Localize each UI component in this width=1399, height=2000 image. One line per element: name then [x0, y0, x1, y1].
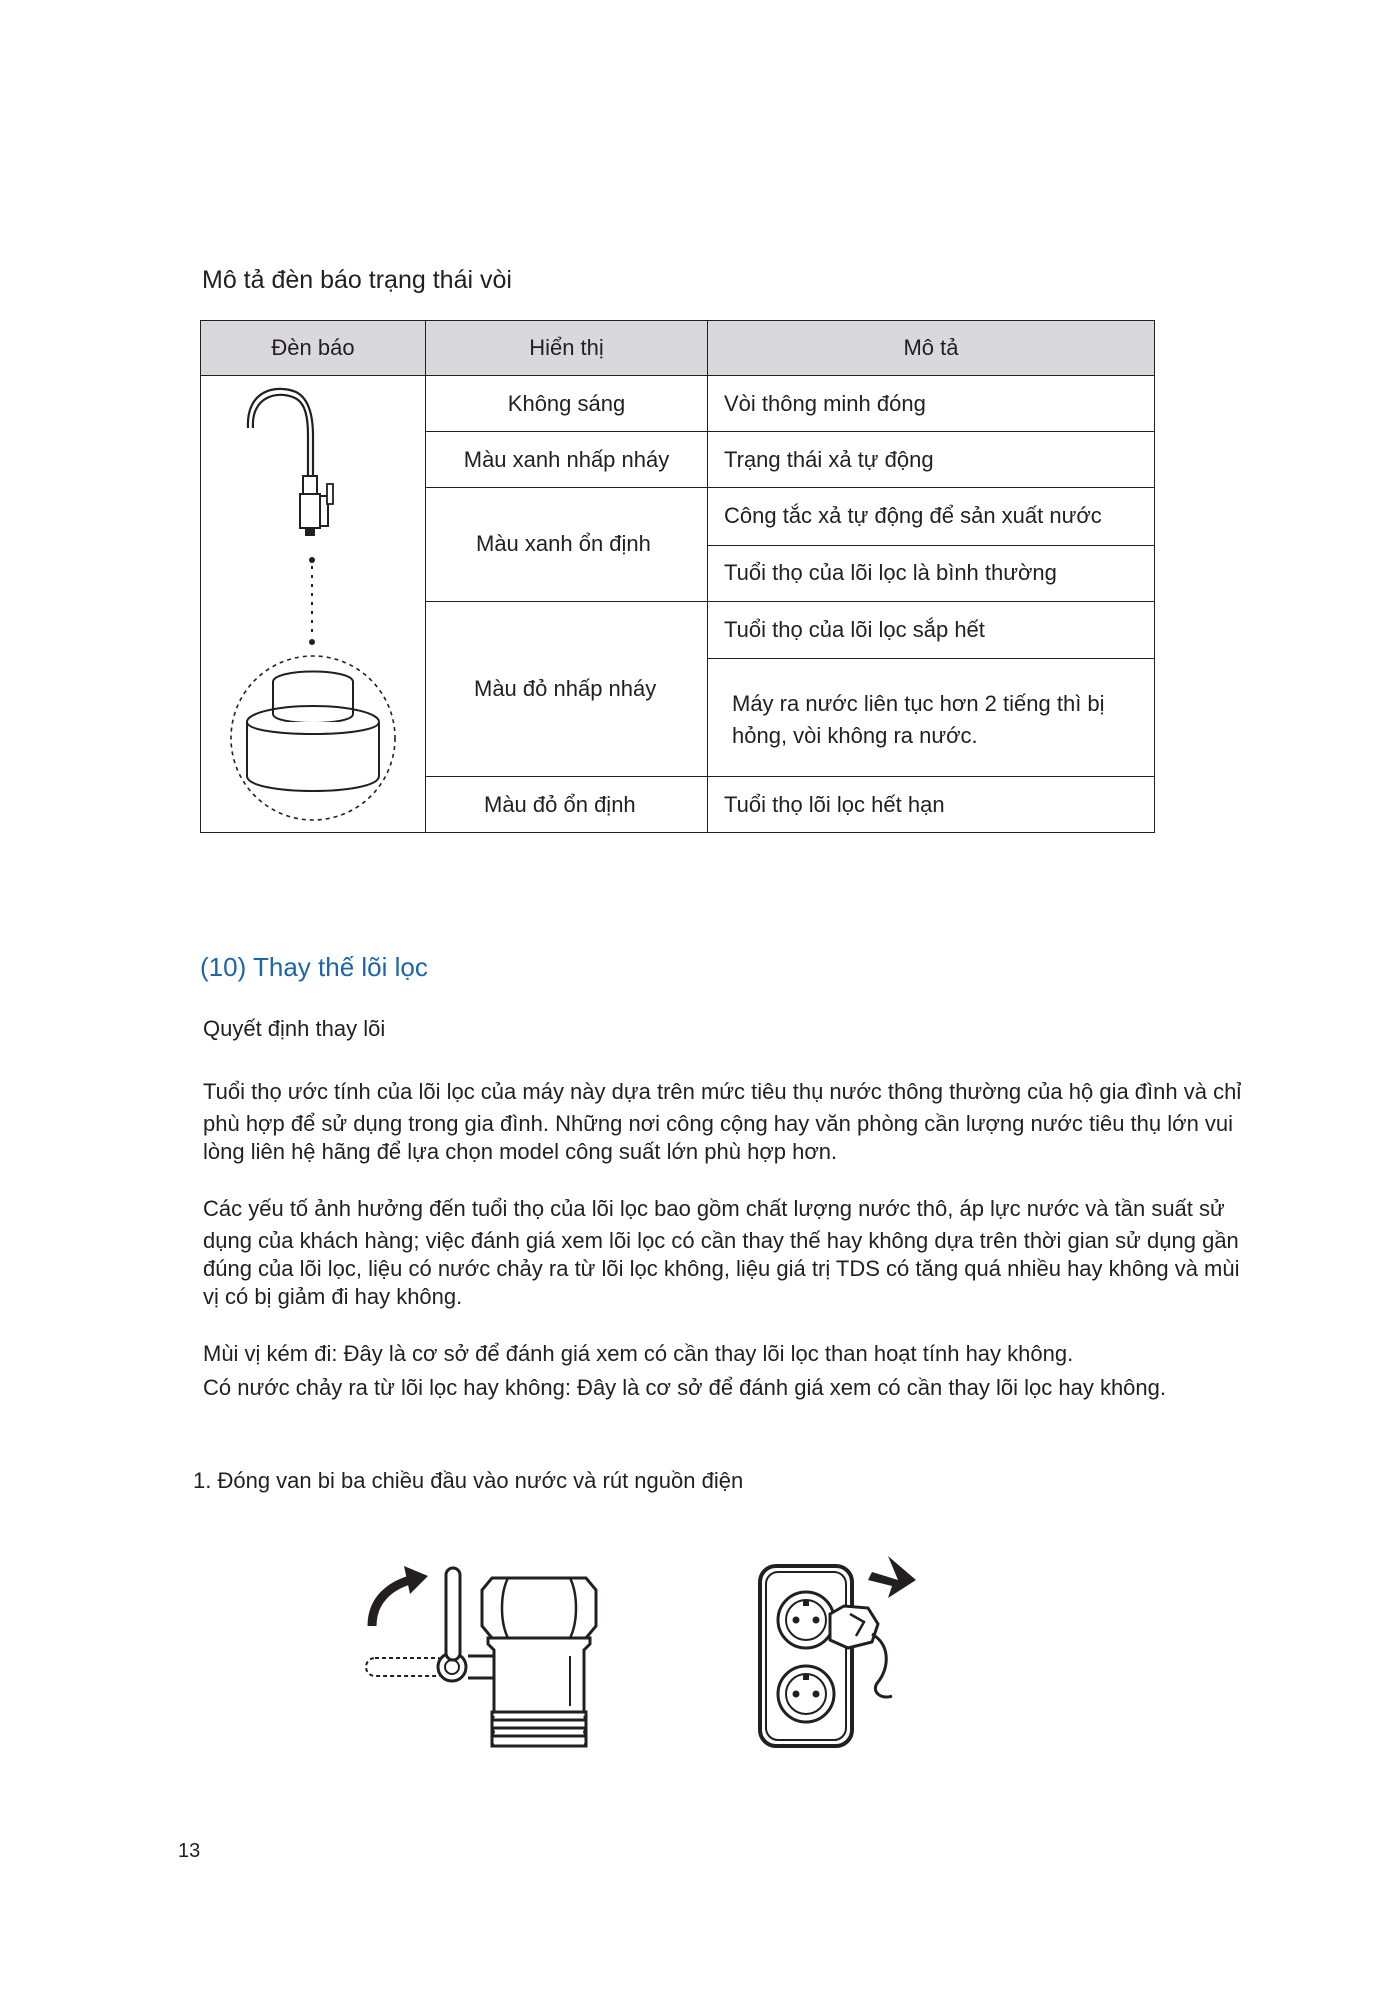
- table-title: Mô tả đèn báo trạng thái vòi: [202, 266, 512, 294]
- display-cell: Màu đỏ ổn định: [426, 777, 708, 833]
- paragraph-line: Có nước chảy ra từ lõi lọc hay không: Đây là cơ sở để đánh giá xem có cần thay lõi lọc hay không.: [203, 1375, 1167, 1400]
- header-description: Mô tả: [708, 321, 1155, 376]
- valve-icon: [360, 1560, 620, 1750]
- paragraph: [203, 1195, 1293, 1311]
- description-cell: Tuổi thọ của lõi lọc là bình thường: [708, 545, 1155, 601]
- paragraph-line: Các yếu tố ảnh hưởng đến tuổi thọ của lõi lọc bao gồm chất lượng nước thô, áp lực nước và tần suất sử: [203, 1196, 1225, 1221]
- header-display: Hiển thị: [426, 321, 708, 376]
- paragraph-line: phù hợp để sử dụng trong gia đình. Những nơi công cộng hay văn phòng cần lượng nước tiêu thụ lớn vui: [203, 1111, 1234, 1136]
- display-cell: Màu xanh nhấp nháy: [426, 432, 708, 488]
- section-title: (10) Thay thế lõi lọc: [200, 952, 428, 982]
- indicator-image-cell: [201, 376, 426, 833]
- paragraph-line: lòng liên hệ hãng để lựa chọn model công suất lớn phù hợp hơn.: [203, 1139, 838, 1164]
- paragraph-line: Tuổi thọ ước tính của lõi lọc của máy này dựa trên mức tiêu thụ nước thông thường của hộ gia đình và chỉ: [203, 1079, 1242, 1104]
- table-header-row: [201, 321, 1155, 376]
- table-row: [201, 376, 1155, 432]
- display-cell: Màu xanh ổn định: [426, 488, 708, 602]
- faucet-icon: [201, 376, 425, 826]
- page-number: 13: [178, 1840, 201, 1862]
- power-outlet-icon: [752, 1550, 922, 1750]
- display-cell: Không sáng: [426, 376, 708, 432]
- step-1: 1. Đóng van bi ba chiều đầu vào nước và rút nguồn điện: [193, 1468, 744, 1493]
- description-cell: Trạng thái xả tự động: [708, 432, 1155, 488]
- paragraph: [203, 1340, 1293, 1402]
- description-cell: Tuổi thọ của lõi lọc sắp hết: [708, 601, 1155, 659]
- description-cell: Công tắc xả tự động để sản xuất nước: [708, 488, 1155, 546]
- paragraph-line: vị có bị giảm đi hay không.: [203, 1284, 463, 1309]
- paragraph-line: đúng của lõi lọc, liệu có nước chảy ra từ lõi lọc không, liệu giá trị TDS có tăng quá nhiều hay không và mùi: [203, 1256, 1240, 1281]
- description-cell: Tuổi thọ lõi lọc hết hạn: [708, 777, 1155, 833]
- header-indicator: Đèn báo: [201, 321, 426, 376]
- display-cell: Màu đỏ nhấp nháy: [426, 601, 708, 777]
- status-table: [200, 320, 1155, 833]
- subtitle: Quyết định thay lõi: [203, 1016, 386, 1041]
- description-cell: Máy ra nước liên tục hơn 2 tiếng thì bị hỏng, vòi không ra nước.: [708, 659, 1155, 777]
- description-cell: Vòi thông minh đóng: [708, 376, 1155, 432]
- paragraph-line: dụng của khách hàng; việc đánh giá xem lõi lọc có cần thay thế hay không dựa trên thời gian sử dụng gần: [203, 1228, 1239, 1253]
- paragraph: [203, 1078, 1293, 1166]
- paragraph-line: Mùi vị kém đi: Đây là cơ sở để đánh giá xem có cần thay lõi lọc than hoạt tính hay không.: [203, 1341, 1074, 1366]
